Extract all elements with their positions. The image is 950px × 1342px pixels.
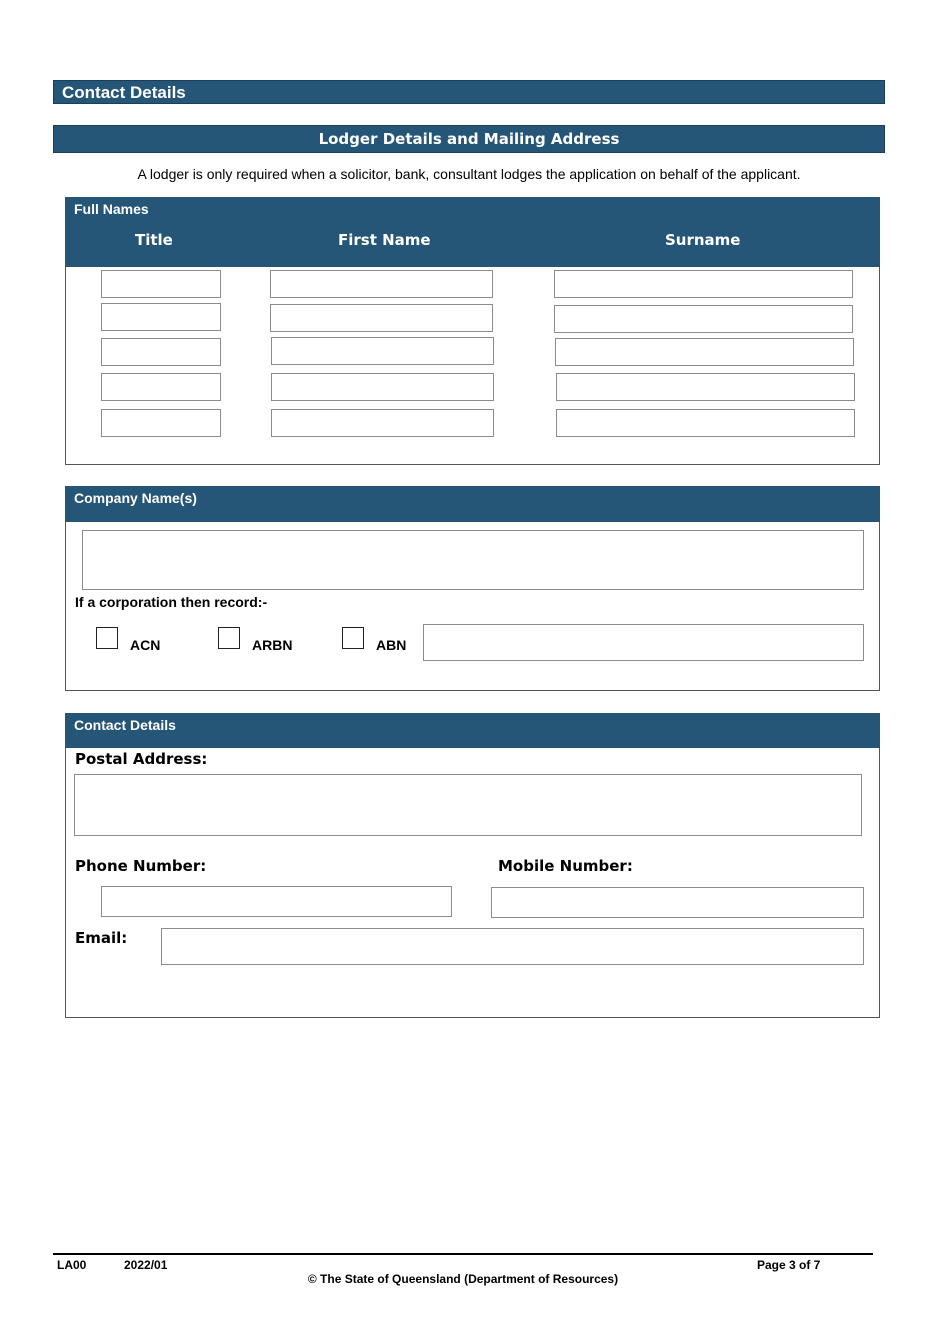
column-first-name: First Name bbox=[338, 231, 431, 249]
corporation-prompt: If a corporation then record:- bbox=[75, 594, 268, 610]
section-title: Contact Details bbox=[53, 80, 885, 104]
surname-input-3[interactable] bbox=[555, 338, 854, 366]
first-name-input-2[interactable] bbox=[270, 304, 493, 332]
title-input-3[interactable] bbox=[101, 338, 221, 366]
abn-label: ABN bbox=[376, 637, 407, 653]
form-version: 2022/01 bbox=[124, 1258, 168, 1272]
column-title: Title bbox=[135, 231, 173, 249]
surname-input-5[interactable] bbox=[556, 409, 855, 437]
arbn-label: ARBN bbox=[252, 637, 293, 653]
page-number: Page 3 of 7 bbox=[757, 1258, 821, 1272]
mobile-number-label: Mobile Number: bbox=[498, 857, 633, 875]
full-names-panel bbox=[65, 197, 880, 465]
form-code: LA00 bbox=[57, 1258, 87, 1272]
arbn-checkbox[interactable] bbox=[218, 627, 240, 649]
acn-label: ACN bbox=[130, 637, 161, 653]
copyright-notice: © The State of Queensland (Department of Resources) bbox=[307, 1272, 619, 1286]
contact-heading: Contact Details bbox=[74, 717, 176, 733]
postal-address-input[interactable] bbox=[74, 774, 862, 836]
company-name-input[interactable] bbox=[82, 530, 864, 590]
acn-checkbox[interactable] bbox=[96, 627, 118, 649]
email-input[interactable] bbox=[161, 928, 864, 965]
surname-input-2[interactable] bbox=[554, 305, 853, 333]
column-surname: Surname bbox=[665, 231, 741, 249]
title-input-1[interactable] bbox=[101, 270, 221, 298]
contact-header bbox=[65, 713, 880, 748]
phone-number-input[interactable] bbox=[101, 886, 452, 917]
full-names-heading: Full Names bbox=[74, 201, 149, 217]
company-header bbox=[65, 486, 880, 522]
subsection-title: Lodger Details and Mailing Address bbox=[53, 125, 885, 153]
company-panel bbox=[65, 486, 880, 691]
phone-number-label: Phone Number: bbox=[75, 857, 207, 875]
corporation-number-input[interactable] bbox=[423, 624, 864, 661]
lodger-notice: A lodger is only required when a solicitor, bank, consultant lodges the application on behalf of the applicant. bbox=[137, 166, 801, 182]
first-name-input-5[interactable] bbox=[271, 409, 494, 437]
company-heading: Company Name(s) bbox=[74, 490, 197, 506]
first-name-input-4[interactable] bbox=[271, 373, 494, 401]
surname-input-4[interactable] bbox=[556, 373, 855, 401]
surname-input-1[interactable] bbox=[554, 270, 853, 298]
title-input-4[interactable] bbox=[101, 373, 221, 401]
title-input-5[interactable] bbox=[101, 409, 221, 437]
first-name-input-3[interactable] bbox=[271, 337, 494, 365]
title-input-2[interactable] bbox=[101, 303, 221, 331]
contact-panel bbox=[65, 713, 880, 1018]
footer-rule bbox=[53, 1253, 873, 1255]
email-label: Email: bbox=[75, 929, 128, 947]
abn-checkbox[interactable] bbox=[342, 627, 364, 649]
full-names-header bbox=[65, 197, 880, 267]
mobile-number-input[interactable] bbox=[491, 887, 864, 918]
postal-address-label: Postal Address: bbox=[75, 750, 208, 768]
first-name-input-1[interactable] bbox=[270, 270, 493, 298]
